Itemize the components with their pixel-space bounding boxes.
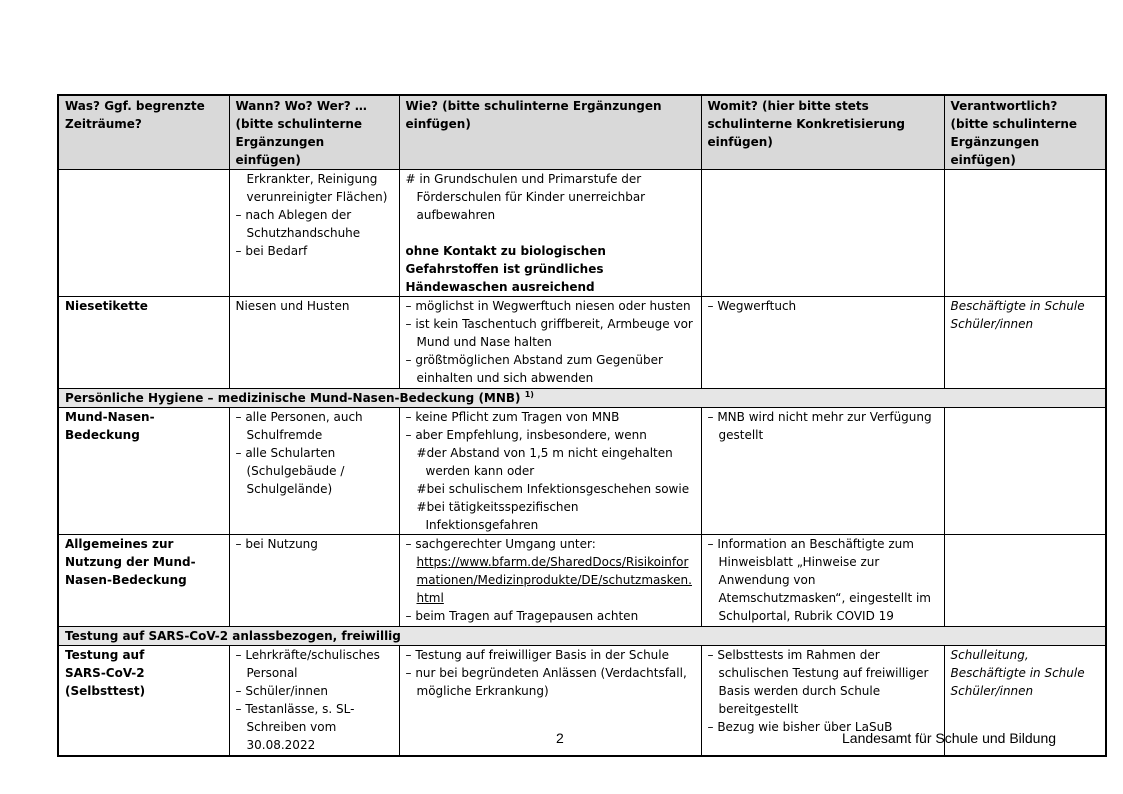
cell-womit: – Information an Beschäftigte zum Hinweisblatt „Hinweise zur Anwendung von Atemschutzmasken“, eingestellt im Schulportal, Rubrik COVID 19	[701, 535, 944, 627]
header-womit: Womit? (hier bitte stets schulinterne Konkretisierung einfügen)	[701, 95, 944, 170]
cell-wie: – Testung auf freiwilliger Basis in der Schule – nur bei begründeten Anlässen (Verdachtsfall, mögliche Erkrankung)	[399, 646, 701, 756]
cell-wie: – keine Pflicht zum Tragen von MNB – aber Empfehlung, insbesondere, wenn #der Abstand von 1,5 m nicht eingehalten werden kann oder #bei schulischem Infektionsgeschehen sowie #bei tätigkeitsspezifischen Infektionsgefahren	[399, 408, 701, 535]
header-verantwortlich: Verantwortlich? (bitte schulinterne Ergänzungen einfügen)	[944, 95, 1106, 170]
cell-wann: – alle Personen, auch Schulfremde – alle Schularten (Schulgebäude / Schulgelände)	[229, 408, 399, 535]
hygiene-table	[57, 94, 1107, 757]
section-title: Persönliche Hygiene – medizinische Mund-Nasen-Bedeckung (MNB) $^{1)}$	[58, 389, 1106, 408]
cell-wie: – sachgerechter Umgang unter: https://www.bfarm.de/SharedDocs/Risikoinformationen/Medizinprodukte/DE/schutzmasken.html – beim Tragen auf Tragepausen achten	[399, 535, 701, 627]
footer-organization: Landesamt für Schule und Bildung	[842, 730, 1057, 746]
bfarm-link[interactable]: https://www.bfarm.de/SharedDocs/Risikoinformationen/Medizinprodukte/DE/schutzmasken.html	[416, 555, 692, 605]
section-row-mnb	[58, 389, 1106, 408]
table-row-continued	[58, 170, 1106, 297]
cell-wann: – Lehrkräfte/schulisches Personal – Schüler/innen – Testanlässe, s. SL-Schreiben vom 30.08.2022	[229, 646, 399, 756]
cell-was: Testung auf SARS-CoV-2 (Selbsttest)	[58, 646, 229, 756]
cell-wann: Niesen und Husten	[229, 297, 399, 389]
section-row-testung	[58, 627, 1106, 646]
cell-was: Mund-Nasen-Bedeckung	[58, 408, 229, 535]
table-row-nutzung	[58, 535, 1106, 627]
cell-verantwortlich	[944, 408, 1106, 535]
cell-wie: # in Grundschulen und Primarstufe der Förderschulen für Kinder unerreichbar aufbewahren ohne Kontakt zu biologischen Gefahrstoffen ist gründliches Händewaschen ausreichend	[399, 170, 701, 297]
cell-womit: – Wegwerftuch	[701, 297, 944, 389]
cell-womit: – MNB wird nicht mehr zur Verfügung gestellt	[701, 408, 944, 535]
cell-wann: – bei Nutzung	[229, 535, 399, 627]
header-was: Was? Ggf. begrenzte Zeiträume?	[58, 95, 229, 170]
cell-wie: – möglichst in Wegwerftuch niesen oder husten – ist kein Taschentuch griffbereit, Armbeuge vor Mund und Nase halten – größtmöglichen Abstand zum Gegenüber einhalten und sich abwenden	[399, 297, 701, 389]
cell-womit: – Selbsttests im Rahmen der schulischen Testung auf freiwilliger Basis werden durch Schule bereitgestellt – Bezug wie bisher über LaSuB	[701, 646, 944, 756]
table-row-mnb	[58, 408, 1106, 535]
table-row-niesetikette	[58, 297, 1106, 389]
cell-was	[58, 170, 229, 297]
cell-verantwortlich	[944, 535, 1106, 627]
section-title: Testung auf SARS-CoV-2 anlassbezogen, freiwillig	[58, 627, 1106, 646]
cell-wann: Erkrankter, Reinigung verunreinigter Flächen) – nach Ablegen der Schutzhandschuhe – bei Bedarf	[229, 170, 399, 297]
cell-verantwortlich	[944, 170, 1106, 297]
header-wann: Wann? Wo? Wer? … (bitte schulinterne Ergänzungen einfügen)	[229, 95, 399, 170]
cell-was: Niesetikette	[58, 297, 229, 389]
header-wie: Wie? (bitte schulinterne Ergänzungen einfügen)	[399, 95, 701, 170]
cell-verantwortlich: Beschäftigte in Schule Schüler/innen	[944, 297, 1106, 389]
table-header-row	[58, 95, 1106, 170]
cell-verantwortlich: Schulleitung, Beschäftigte in Schule Schüler/innen	[944, 646, 1106, 756]
cell-womit	[701, 170, 944, 297]
page-number: 2	[556, 730, 564, 746]
cell-was: Allgemeines zur Nutzung der Mund-Nasen-Bedeckung	[58, 535, 229, 627]
